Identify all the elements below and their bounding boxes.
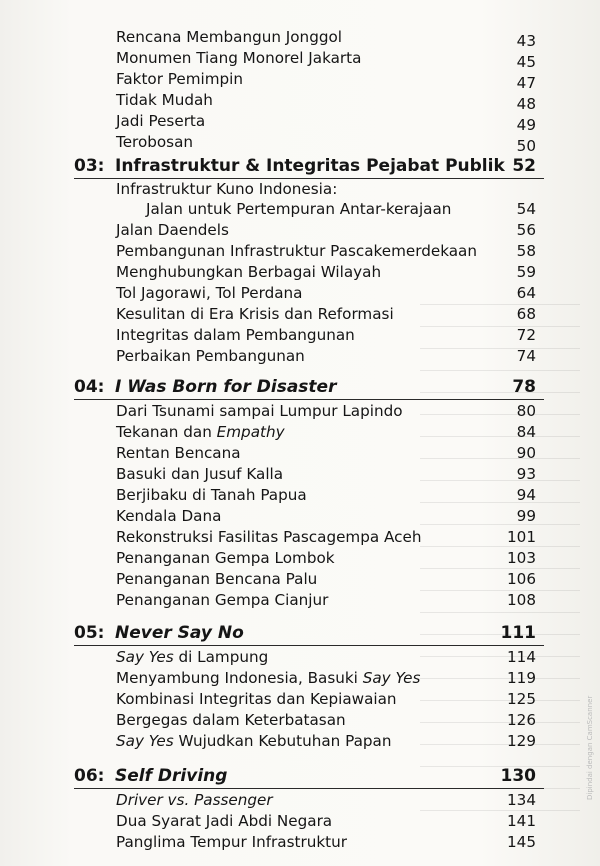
toc-entry: Jalan untuk Pertempuran Antar-kerajaan 54: [146, 200, 536, 218]
chapter-page: 78: [512, 377, 536, 397]
chapter-title: Never Say No: [115, 623, 244, 643]
chapter-title: Self Driving: [115, 766, 228, 786]
toc-entry: Rekonstruksi Fasilitas Pascagempa Aceh 101: [116, 528, 536, 546]
toc-entry: Jalan Daendels 56: [116, 221, 536, 239]
chapter-heading-04: [0, 374, 600, 400]
toc-entry: Penanganan Bencana Palu 106: [116, 570, 536, 588]
toc-entry: Kesulitan di Era Krisis dan Reformasi 68: [116, 305, 536, 323]
toc-entry: Kombinasi Integritas dan Kepiawaian 125: [116, 690, 536, 708]
toc-entry: Dari Tsunami sampai Lumpur Lapindo 80: [116, 402, 536, 420]
toc-entry: Jadi Peserta 49: [116, 112, 536, 134]
scanner-watermark: Dipindai dengan CamScanner: [586, 695, 594, 800]
toc-entry: Driver vs. Passenger 134: [116, 791, 536, 809]
toc-entry: Basuki dan Jusuf Kalla 93: [116, 465, 536, 483]
chapter-number: 05:: [74, 623, 105, 643]
toc-entry: Dua Syarat Jadi Abdi Negara 141: [116, 812, 536, 830]
toc-entry: Pembangunan Infrastruktur Pascakemerdekaan 58: [116, 242, 536, 260]
toc-entry: Rencana Membangun Jonggol 43: [116, 28, 536, 50]
chapter-page: 52: [512, 156, 536, 176]
toc-entry: Panglima Tempur Infrastruktur 145: [116, 833, 536, 851]
chapter-page: 111: [500, 623, 536, 643]
toc-entry: Faktor Pemimpin 47: [116, 70, 536, 92]
chapter-number: 04:: [74, 377, 105, 397]
toc-entry: Integritas dalam Pembangunan 72: [116, 326, 536, 344]
chapter-number: 03:: [74, 156, 105, 176]
toc-entry: Tol Jagorawi, Tol Perdana 64: [116, 284, 536, 302]
toc-entry: Infrastruktur Kuno Indonesia:: [116, 180, 338, 198]
chapter-heading-06: [0, 763, 600, 789]
toc-entry: Terobosan 50: [116, 133, 536, 155]
toc-entry: Penanganan Gempa Cianjur 108: [116, 591, 536, 609]
toc-entry: Perbaikan Pembangunan 74: [116, 347, 536, 365]
toc-entry: Menghubungkan Berbagai Wilayah 59: [116, 263, 536, 281]
chapter-title: I Was Born for Disaster: [115, 377, 337, 397]
toc-entry: Penanganan Gempa Lombok 103: [116, 549, 536, 567]
toc-entry: Tekanan dan Empathy 84: [116, 423, 536, 441]
toc-entry: Tidak Mudah 48: [116, 91, 536, 113]
chapter-title: Infrastruktur & Integritas Pejabat Publik: [115, 156, 505, 176]
toc-entry: Menyambung Indonesia, Basuki Say Yes 119: [116, 669, 536, 687]
toc-entry: Bergegas dalam Keterbatasan 126: [116, 711, 536, 729]
chapter-number: 06:: [74, 766, 105, 786]
toc-entry: Berjibaku di Tanah Papua 94: [116, 486, 536, 504]
toc-entry: Say Yes di Lampung 114: [116, 648, 536, 666]
toc-entry: Rentan Bencana 90: [116, 444, 536, 462]
chapter-page: 130: [500, 766, 536, 786]
toc-entry: Monumen Tiang Monorel Jakarta 45: [116, 49, 536, 71]
chapter-heading-03: [0, 153, 600, 179]
toc-entry: Say Yes Wujudkan Kebutuhan Papan 129: [116, 732, 536, 750]
toc-entry: Kendala Dana 99: [116, 507, 536, 525]
chapter-heading-05: [0, 620, 600, 646]
